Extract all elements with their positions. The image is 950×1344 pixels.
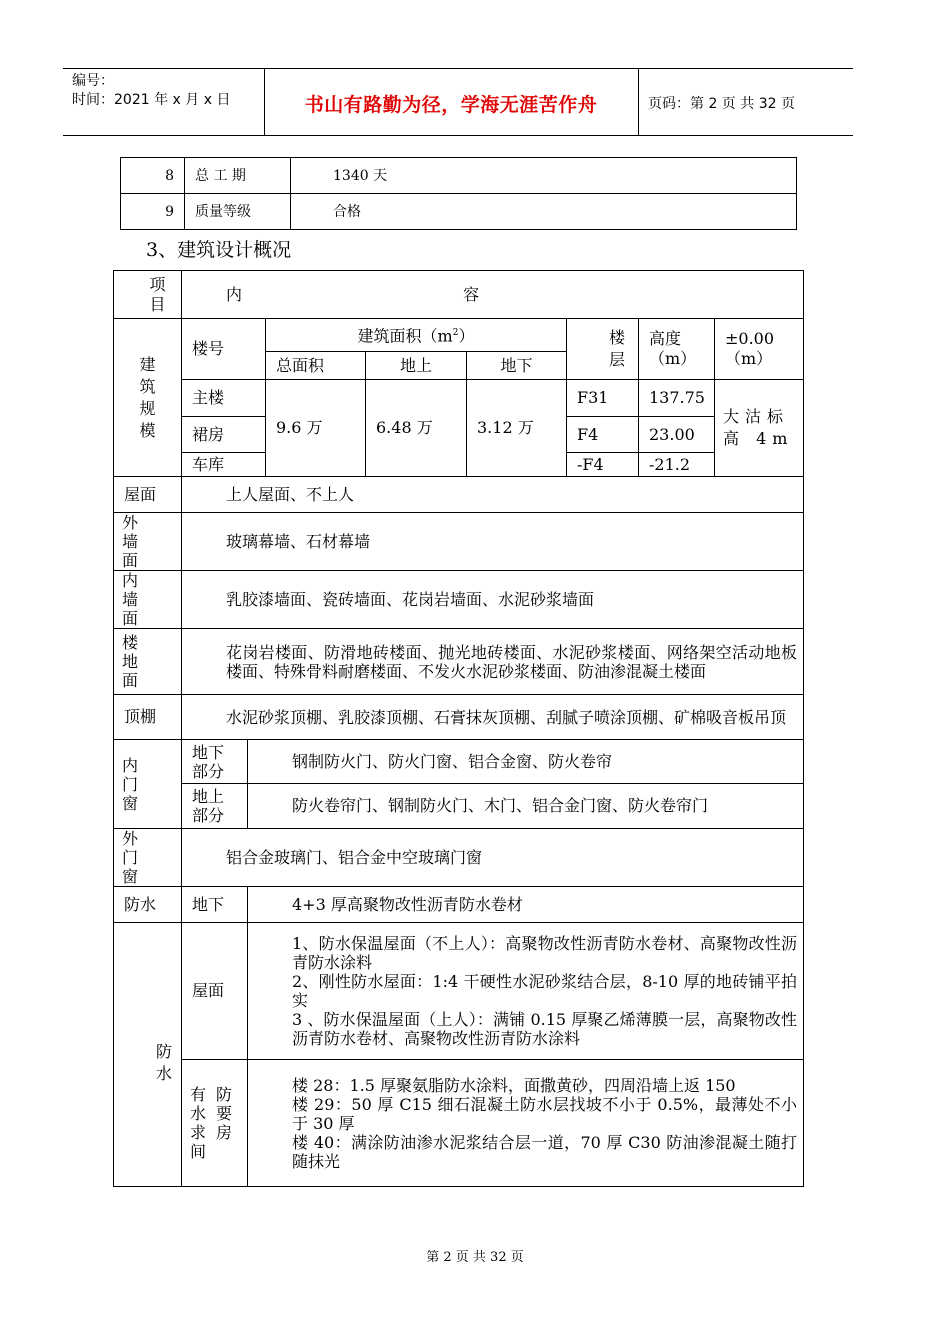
row-label: 总 工 期 xyxy=(185,158,291,194)
building-main: 主楼 xyxy=(182,380,266,417)
waterproof-rooms-label xyxy=(182,1060,248,1187)
table-row xyxy=(121,158,797,194)
elevation-text: 大沽标高 4m xyxy=(723,407,794,448)
table-row xyxy=(114,923,804,1060)
roof-value: 上人屋面、不上人 xyxy=(182,477,804,513)
head-item xyxy=(114,271,182,319)
table-row xyxy=(121,194,797,230)
elevation xyxy=(715,380,804,477)
total-area: 9.6 万 xyxy=(266,380,366,477)
int-door-label-text: 内门窗 xyxy=(122,755,153,813)
ext-door-label-text: 外门窗 xyxy=(122,829,153,886)
col-area-sup: 2 xyxy=(452,328,459,339)
header-divider xyxy=(638,68,639,135)
col-total: 总面积 xyxy=(266,352,366,380)
waterproof-room-item: 楼 29：50 厚 C15 细石混凝土防水层找坡不小于 0.5%，最薄处不小于 30 厚 xyxy=(292,1094,797,1133)
header-time: 时间：2021 年 x 月 x 日 xyxy=(72,92,231,108)
col-building: 楼号 xyxy=(182,319,266,380)
waterproof-below-label: 地下 xyxy=(182,887,248,923)
header-top-rule xyxy=(63,68,853,69)
row-value: 合格 xyxy=(291,194,797,230)
table-row xyxy=(114,887,804,923)
header-motto: 书山有路勤为径，学海无涯苦作舟 xyxy=(304,94,598,116)
head-content-left: 内 xyxy=(226,284,243,304)
below-area: 3.12 万 xyxy=(467,380,567,477)
col-area-text: 建筑面积（m xyxy=(357,326,453,346)
header-meta xyxy=(72,72,230,110)
floors-main: F31 xyxy=(567,380,639,417)
waterproof-roof-value xyxy=(248,923,804,1060)
ceiling-value: 水泥砂浆顶棚、乳胶漆顶棚、石膏抹灰顶棚、刮腻子喷涂顶棚、矿棉吸音板吊顶 xyxy=(182,695,804,740)
col-area-end: ） xyxy=(458,326,475,346)
int-door-below-label xyxy=(182,740,248,784)
table-row xyxy=(114,740,804,784)
ext-door-value: 铝合金玻璃门、铝合金中空玻璃门窗 xyxy=(182,829,804,887)
int-door-below-label-text: 地下部分 xyxy=(192,742,225,781)
col-floors xyxy=(567,319,639,380)
waterproof-roof-label: 屋面 xyxy=(182,923,248,1060)
head-item-line: 目 xyxy=(149,294,166,314)
table-row xyxy=(114,784,804,829)
waterproof-group-label xyxy=(114,923,182,1187)
int-wall-label-text: 内墙面 xyxy=(122,571,153,628)
project-info-table xyxy=(120,157,797,230)
int-door-label xyxy=(114,740,182,829)
waterproof-rooms-label-text: 有防水要求房间 xyxy=(190,1085,243,1161)
col-area xyxy=(266,319,567,352)
int-door-above-value: 防火卷帘门、钢制防火门、木门、铝合金门窗、防火卷帘门 xyxy=(248,784,804,829)
head-item-line: 项 xyxy=(149,274,166,294)
header-page: 页码：第 2 页 共 32 页 xyxy=(648,96,795,112)
height-garage: -21.2 xyxy=(639,453,715,477)
table-row xyxy=(114,319,804,352)
waterproof-roof-item: 1、防水保温屋面（不上人）：高聚物改性沥青防水卷材、高聚物改性沥青防水涂料 xyxy=(292,934,797,972)
floor-value: 花岗岩楼面、防滑地砖楼面、抛光地砖楼面、水泥砂浆楼面、网络架空活动地板楼面、特殊骨料耐磨楼面、不发火水泥砂浆楼面、防油渗混凝土楼面 xyxy=(182,629,804,695)
int-door-above-label-text: 地上部分 xyxy=(192,787,225,825)
row-number: 8 xyxy=(121,158,185,194)
table-row xyxy=(114,1060,804,1187)
row-value: 1340 天 xyxy=(291,158,797,194)
scale-label xyxy=(114,319,182,477)
waterproof-label: 防水 xyxy=(114,887,182,923)
ext-wall-label xyxy=(114,513,182,571)
building-podium: 裙房 xyxy=(182,417,266,453)
table-row xyxy=(114,629,804,695)
above-area: 6.48 万 xyxy=(366,380,467,477)
col-elev: ±0.00（m） xyxy=(715,319,804,380)
table-row xyxy=(114,513,804,571)
scale-label-text: 建筑规模 xyxy=(139,354,156,440)
ext-wall-value: 玻璃幕墙、石材幕墙 xyxy=(182,513,804,571)
page-footer: 第 2 页 共 32 页 xyxy=(426,1250,524,1265)
building-garage: 车库 xyxy=(182,453,266,477)
int-door-above-label xyxy=(182,784,248,829)
table-header-row xyxy=(114,271,804,319)
floor-label-text: 楼地面 xyxy=(122,633,153,690)
floors-garage: -F4 xyxy=(567,453,639,477)
waterproof-roof-item: 3 、防水保温屋面（上人）：满铺 0.15 厚聚乙烯薄膜一层，高聚物改性沥青防水卷材、高聚物改性沥青防水涂料 xyxy=(292,1010,797,1048)
table-row xyxy=(114,695,804,740)
ext-door-label xyxy=(114,829,182,887)
col-floors-text: 楼层 xyxy=(609,328,626,369)
waterproof-rooms-value xyxy=(248,1060,804,1187)
floor-label xyxy=(114,629,182,695)
building-design-table xyxy=(113,270,804,1187)
header-number: 编号： xyxy=(72,73,114,89)
col-above: 地上 xyxy=(366,352,467,380)
height-podium: 23.00 xyxy=(639,417,715,453)
col-below: 地下 xyxy=(467,352,567,380)
head-content xyxy=(182,271,804,319)
row-number: 9 xyxy=(121,194,185,230)
floors-podium: F4 xyxy=(567,417,639,453)
int-wall-value: 乳胶漆墙面、瓷砖墙面、花岗岩墙面、水泥砂浆墙面 xyxy=(182,571,804,629)
waterproof-group-label-text: 防水 xyxy=(156,1041,173,1083)
int-door-below-value: 钢制防火门、防火门窗、铝合金窗、防火卷帘 xyxy=(248,740,804,784)
waterproof-room-item: 楼 40：满涂防油渗水泥浆结合层一道，70 厚 C30 防油渗混凝土随打随抹光 xyxy=(292,1132,797,1171)
int-wall-label xyxy=(114,571,182,629)
ceiling-label: 顶棚 xyxy=(114,695,182,740)
waterproof-roof-item: 2、刚性防水屋面：1:4 干硬性水泥砂浆结合层，8-10 厚的地砖铺平拍实 xyxy=(292,972,797,1010)
col-height: 高度（m） xyxy=(639,319,715,380)
header-bottom-rule xyxy=(63,135,853,136)
waterproof-below-value: 4+3 厚高聚物改性沥青防水卷材 xyxy=(248,887,804,923)
table-row xyxy=(114,829,804,887)
ext-wall-label-text: 外墙面 xyxy=(122,513,153,570)
section-title: 3、建筑设计概况 xyxy=(146,239,292,261)
head-content-right: 容 xyxy=(463,284,480,304)
table-row xyxy=(114,380,804,417)
table-row xyxy=(114,477,804,513)
roof-label: 屋面 xyxy=(114,477,182,513)
waterproof-room-item: 楼 28：1.5 厚聚氨脂防水涂料，面撒黄砂，四周沿墙上返 150 xyxy=(292,1075,736,1095)
row-label: 质量等级 xyxy=(185,194,291,230)
table-row xyxy=(114,571,804,629)
height-main: 137.75 xyxy=(639,380,715,417)
